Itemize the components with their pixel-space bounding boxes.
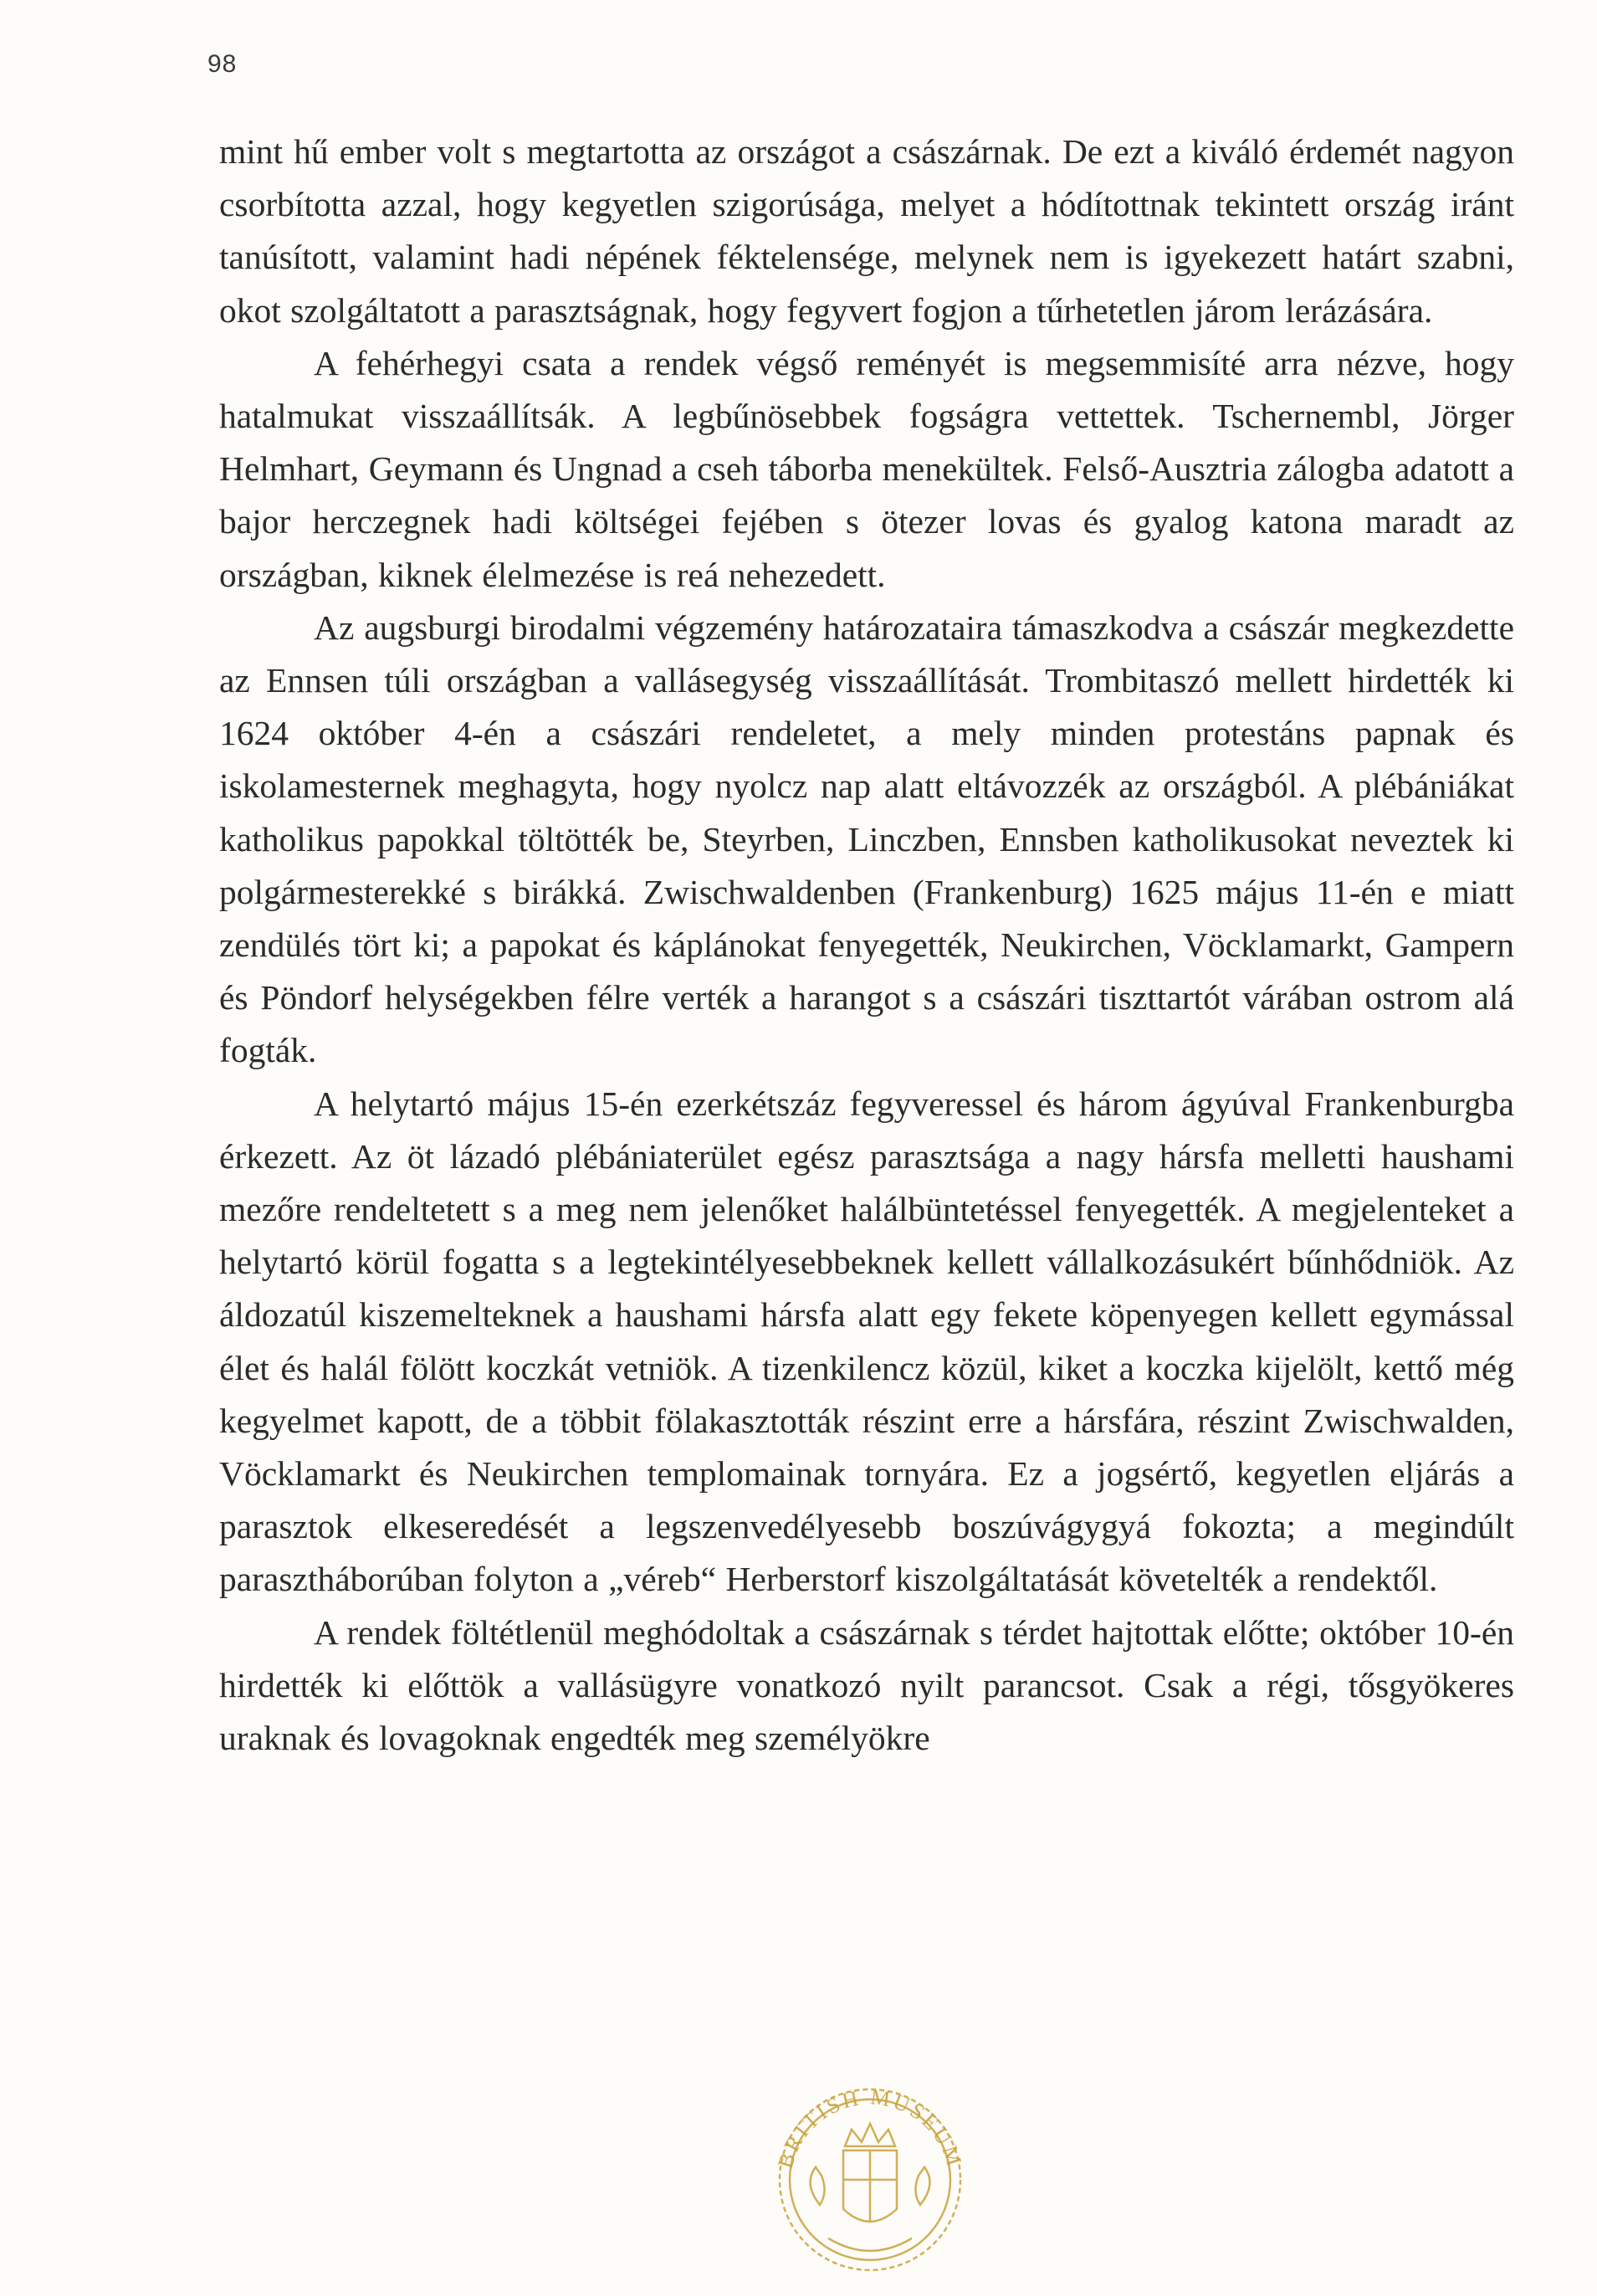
british-museum-stamp xyxy=(745,2067,996,2284)
paragraph-5: A rendek föltétlenül meghódoltak a császárnak s térdet hajtottak előtte; október 10-én hirdették ki előttök a vallásügyre vonatkozó nyilt parancsot. Csak a régi, tősgyökeres uraknak és lovagoknak engedték meg személyökre xyxy=(219,1612,1514,1758)
paragraph-1: mint hű ember volt s megtartotta az országot a császárnak. De ezt a kiváló érdemét nagyon csorbította azzal, hogy kegyetlen szigorúsága, melyet a hódítottnak tekintett ország iránt tanúsított, valamint hadi népének féktelensége, melynek nem is igyekezett határt szabni, okot szolgáltatott a parasztságnak, hogy fegyvert fogjon a tűrhetetlen járom lerázására. xyxy=(219,132,1514,330)
page-number: 98 xyxy=(207,50,238,78)
paragraph-2: A fehérhegyi csata a rendek végső reményét is megsemmisíté arra nézve, hogy hatalmukat visszaállítsák. A legbűnösebbek fogságra vettettek. Tschernembl, Jörger Helmhart, Geymann és Ungnad a cseh táborba menekültek. Felső-Ausztria zálogba adatott a bajor herczegnek hadi költségei fejében s ötezer lovas és gyalog katona maradt az országban, kiknek élelmezése is reá nehezedett. xyxy=(219,343,1514,594)
body-text xyxy=(219,126,1514,1765)
paragraph-4: A helytartó május 15-én ezerkétszáz fegyveressel és három ágyúval Frankenburgba érkezett. Az öt lázadó plébániaterület egész parasztsága a nagy hársfa melletti haushami mezőre rendeltetett s a meg nem jelenőket halálbüntetéssel fenyegették. A megjelenteket a helytartó körül fogatta s a legtekintélyesebbeknek kellett vállalkozásukért bűnhődniök. Az áldozatúl kiszemelteknek a haushami hársfa alatt egy fekete köpenyegen kellett egymással élet és halál fölött koczkát vetniök. A tizenkilencz közül, kiket a koczka kijelölt, kettő még kegyelmet kapott, de a többit fölakasztották részint erre a hársfára, részint Zwischwalden, Vöcklamarkt és Neukirchen templomainak tornyára. Ez a jogsértő, kegyetlen eljárás a parasztok elkeseredését a legszenvedélyesebb boszúvágygyá fokozta; a megindúlt parasztháborúban folyton a „véreb“ Herberstorf kiszolgáltatását követelték a rendektől. xyxy=(219,1084,1514,1599)
paragraph-3: Az augsburgi birodalmi végzemény határozataira támaszkodva a császár megkezdette az Ennsen túli országban a vallásegység visszaállítását. Trombitaszó mellett hirdették ki 1624 október 4-én a császári rendeletet, a mely minden protestáns papnak és iskolamesternek meghagyta, hogy nyolcz nap alatt eltávozzék az országból. A plébániákat katholikus papokkal töltötték be, Steyrben, Linczben, Ennsben katholikusokat neveztek ki polgármesterekké s birákká. Zwischwaldenben (Frankenburg) 1625 május 11-én e miatt zendülés tört ki; a papokat és káplánokat fenyegették, Neukirchen, Vöcklamarkt, Gampern és Pöndorf helységekben félre verték a harangot s a császári tiszttartót várában ostrom alá fogták. xyxy=(219,607,1514,1070)
stamp-lettering: BRITISH MUSEUM xyxy=(772,2084,968,2171)
